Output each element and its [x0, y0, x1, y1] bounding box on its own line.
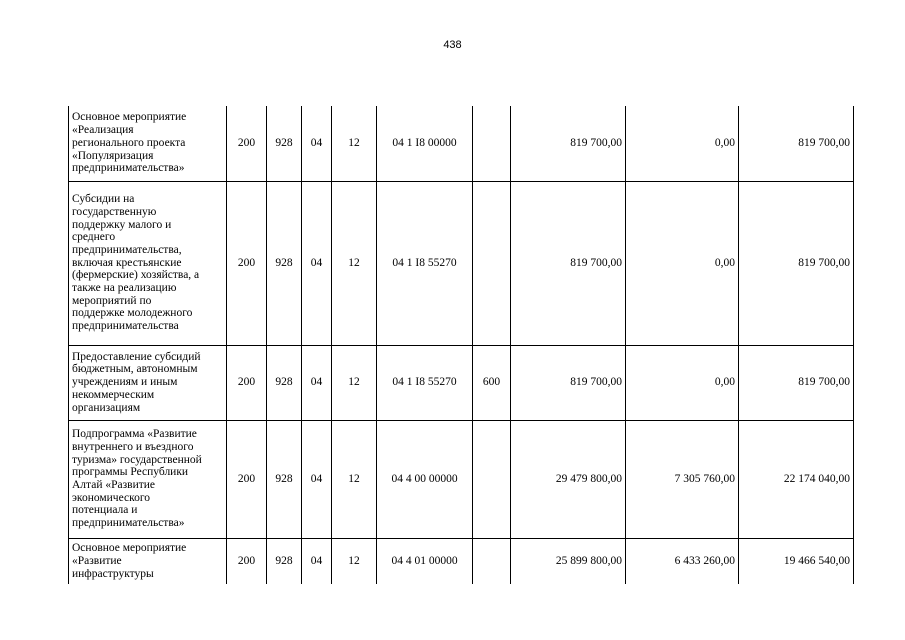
amount-regional-cell: 819 700,00 — [739, 106, 854, 181]
section-code-cell: 200 — [227, 420, 267, 538]
section-code-cell: 200 — [227, 106, 267, 181]
item-name-line: программы Республики — [72, 466, 189, 479]
amount-total-cell: 819 700,00 — [511, 106, 626, 181]
item-name-line: Подпрограмма «Развитие — [72, 428, 197, 441]
subdivision-cell: 12 — [332, 181, 377, 345]
section-code-cell: 200 — [227, 538, 267, 584]
amount-federal-cell: 6 433 260,00 — [626, 538, 739, 584]
item-name-line: предпринимательства» — [72, 517, 185, 530]
amount-federal-cell: 7 305 760,00 — [626, 420, 739, 538]
amount-total-cell: 29 479 800,00 — [511, 420, 626, 538]
item-name-line: Субсидии на — [72, 193, 135, 206]
ministry-code-cell: 928 — [267, 345, 302, 420]
amount-total-cell: 25 899 800,00 — [511, 538, 626, 584]
item-name-line: «Реализация — [72, 124, 134, 137]
item-name-cell — [69, 181, 227, 345]
table-row — [69, 345, 854, 420]
item-name-line: организациям — [72, 401, 141, 414]
target-article-cell: 04 4 01 00000 — [377, 538, 473, 584]
target-article-cell: 04 1 I8 00000 — [377, 106, 473, 181]
ministry-code-cell: 928 — [267, 181, 302, 345]
item-name-line: потенциала и — [72, 504, 138, 517]
section-code-cell: 200 — [227, 181, 267, 345]
division-cell: 04 — [302, 345, 332, 420]
division-cell: 04 — [302, 538, 332, 584]
item-name-line: «Популяризация — [72, 149, 154, 162]
amount-federal-cell: 0,00 — [626, 345, 739, 420]
item-name-line: Алтай «Развитие — [72, 479, 156, 491]
item-name-line: экономического — [72, 491, 151, 504]
item-name-line: среднего — [72, 231, 116, 244]
item-name-cell — [69, 538, 227, 584]
target-article-cell: 04 1 I8 55270 — [377, 345, 473, 420]
budget-table — [68, 106, 854, 584]
item-name-line: поддержке молодежного — [72, 307, 193, 320]
item-name-line: также на реализацию — [72, 282, 177, 295]
item-name-line: предпринимательства, — [72, 243, 182, 256]
item-name-cell — [69, 420, 227, 538]
page-number: 438 — [443, 39, 462, 51]
ministry-code-cell: 928 — [267, 538, 302, 584]
expense-type-cell — [473, 106, 511, 181]
item-name-line: туризма» государственной — [72, 453, 202, 466]
subdivision-cell: 12 — [332, 106, 377, 181]
item-name-line: «Развитие — [72, 554, 122, 567]
amount-regional-cell: 22 174 040,00 — [739, 420, 854, 538]
item-name-line: государственную — [72, 205, 157, 218]
amount-federal-cell: 0,00 — [626, 181, 739, 345]
item-name-line: включая крестьянские — [72, 256, 182, 269]
item-name-line: Основное мероприятие — [72, 111, 187, 124]
item-name-line: учреждениям и иным — [72, 376, 178, 389]
expense-type-cell: 600 — [473, 345, 511, 420]
amount-federal-cell: 0,00 — [626, 106, 739, 181]
table-row — [69, 538, 854, 584]
amount-regional-cell: 819 700,00 — [739, 181, 854, 345]
ministry-code-cell: 928 — [267, 420, 302, 538]
table-row — [69, 181, 854, 345]
subdivision-cell: 12 — [332, 538, 377, 584]
item-name-line: предпринимательства — [72, 320, 179, 333]
item-name-line: поддержку малого и — [72, 218, 172, 231]
item-name-line: предпринимательства» — [72, 162, 185, 175]
expense-type-cell — [473, 538, 511, 584]
table-row — [69, 106, 854, 181]
item-name-line: Предоставление субсидий — [72, 350, 201, 363]
ministry-code-cell: 928 — [267, 106, 302, 181]
expense-type-cell — [473, 181, 511, 345]
item-name-line: регионального проекта — [72, 136, 186, 149]
division-cell: 04 — [302, 106, 332, 181]
amount-regional-cell: 819 700,00 — [739, 345, 854, 420]
item-name-line: инфраструктуры — [72, 567, 154, 580]
item-name-line: Основное мероприятие — [72, 542, 187, 555]
subdivision-cell: 12 — [332, 420, 377, 538]
amount-total-cell: 819 700,00 — [511, 345, 626, 420]
division-cell: 04 — [302, 181, 332, 345]
item-name-cell — [69, 106, 227, 181]
amount-regional-cell: 19 466 540,00 — [739, 538, 854, 584]
target-article-cell: 04 4 00 00000 — [377, 420, 473, 538]
item-name-cell — [69, 345, 227, 420]
expense-type-cell — [473, 420, 511, 538]
target-article-cell: 04 1 I8 55270 — [377, 181, 473, 345]
subdivision-cell: 12 — [332, 345, 377, 420]
section-code-cell: 200 — [227, 345, 267, 420]
table-row — [69, 420, 854, 538]
item-name-line: внутреннего и въездного — [72, 440, 194, 453]
amount-total-cell: 819 700,00 — [511, 181, 626, 345]
item-name-line: бюджетным, автономным — [72, 363, 198, 376]
item-name-line: мероприятий по — [72, 294, 152, 307]
division-cell: 04 — [302, 420, 332, 538]
item-name-line: некоммерческим — [72, 388, 155, 401]
item-name-line: (фермерские) хозяйства, а — [72, 269, 200, 282]
